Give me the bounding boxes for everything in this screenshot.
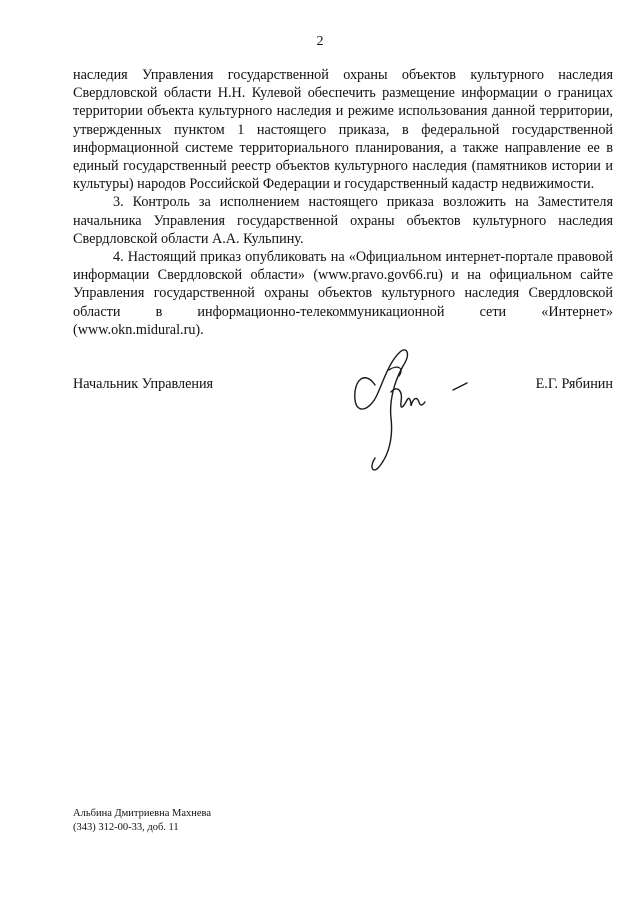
paragraph-item-4: 4. Настоящий приказ опубликовать на «Официальном интернет-портале правовой информации Свердловской области» (www.pravo.gov66.ru) и на официальном сайте Управления государственной охраны объектов культурного наследия Свердловской области в информационно-телекоммуникационной сети «Интернет» (www.okn.midural.ru). [73,249,613,338]
executor-name: Альбина Дмитриевна Махнева [73,808,212,819]
handwritten-signature [345,340,475,475]
signatory-position: Начальник Управления [73,376,214,392]
executor-phone: (343) 312-00-33, доб. 11 [73,822,179,833]
signature-block [73,376,613,396]
executor-info [73,807,211,835]
signatory-name: Е.Г. Рябинин [535,376,613,392]
page-number: 2 [316,34,324,49]
paragraph-continuation: наследия Управления государственной охраны объектов культурного наследия Свердловской области Н.Н. Кулевой обеспечить размещение информации о границах территории объекта культурного наследия и режиме использования данной территории, утвержденных пунктом 1 настоящего приказа, в федеральной государственной информационной системе территориального планирования, а также направление ее в единый государственный реестр объектов культурного наследия (памятников истории и культуры) народов Российской Федерации и государственный кадастр недвижимости. [73,67,613,193]
paragraph-item-3: 3. Контроль за исполнением настоящего приказа возложить на Заместителя начальника Управления государственной охраны объектов культурного наследия Свердловской области А.А. Кульпину. [73,194,613,247]
document-body [73,66,613,339]
